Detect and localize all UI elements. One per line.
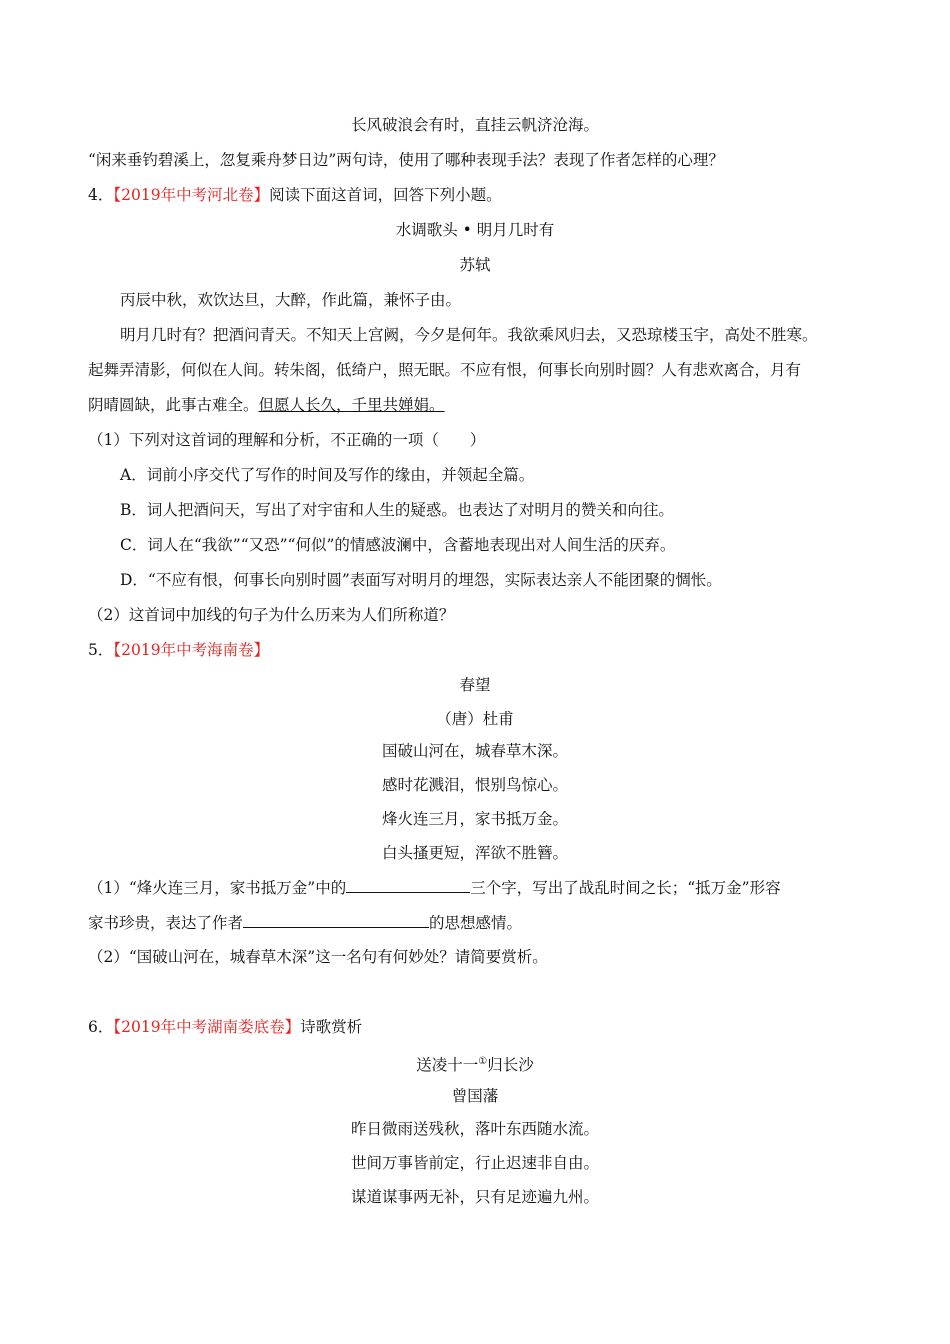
poem-line: 谋道谋事两无补，只有足迹遍九州。 [350,1188,599,1206]
question-text: 的思想感情。 [429,914,523,932]
poem-line: 白头搔更短，浑欲不胜簪。 [381,844,568,862]
question-intro: 诗歌赏析 [300,1018,363,1036]
question-number: 6． [88,1018,114,1036]
poem-text-line [88,394,445,416]
sub-question: （2）这首词中加线的句子为什么历来为人们所称道？ [88,606,455,624]
question-5-header [88,639,269,661]
poem-text-line: 明月几时有？把酒问青天。不知天上宫阙，今夕是何年。我欲乘风归去，又恐琼楼玉宇，高处不胜寒。 [120,326,818,344]
poem-title: 春望 [459,676,491,694]
question-number: 5． [88,641,114,659]
option-b: B．词人把酒问天，写出了对宇宙和人生的疑惑。也表达了对明月的赞关和向往。 [120,501,674,519]
question-text: 家书珍贵，表达了作者 [88,914,244,932]
source-tag: 【2019年中考海南卷】 [113,641,270,659]
question-text: “闲来垂钓碧溪上，忽复乘舟梦日边”两句诗，使用了哪种表现手法？表现了作者怎样的心理？ [88,151,724,169]
poem-title-text: 送凌十一 [416,1056,479,1075]
question-number: 4． [88,186,114,204]
poem-title: 水调歌头 • 明月几时有 [395,221,555,239]
option-d: D．“不应有恨，何事长向别时圆”表面写对明月的埋怨，实际表达亲人不能团聚的惆怅。 [120,571,722,589]
poem-text-line: 起舞弄清影，何似在人间。转朱阁，低绮户，照无眠。不应有恨，何事长向别时圆？人有悲欢离合，月有 [88,361,802,379]
answer-blank[interactable] [243,911,429,928]
question-6-header [88,1016,362,1038]
poem-line: 国破山河在，城春草木深。 [381,742,568,760]
source-tag: 【2019年中考湖南娄底卷】 [113,1018,301,1036]
poem-author: 曾国藩 [451,1087,499,1105]
footnote-marker: ① [478,1056,488,1067]
question-text: （1）“烽火连三月，家书抵万金”中的 [88,879,347,897]
poem-line: 烽火连三月，家书抵万金。 [381,810,568,828]
poem-line: 长风破浪会有时，直挂云帆济沧海。 [350,116,599,134]
underlined-sentence: 但愿人长久，千里共婵娟。 [258,396,445,414]
sub-question: （2）“国破山河在，城春草木深”这一名句有何妙处？请简要赏析。 [88,948,548,966]
source-tag: 【2019年中考河北卷】 [113,186,270,204]
sub-question [88,876,781,899]
poem-title-text: 归长沙 [487,1056,534,1075]
poem-line: 昨日微雨送残秋，落叶东西随水流。 [350,1120,599,1138]
poem-line: 世间万事皆前定，行止迟速非自由。 [350,1154,599,1172]
option-a: A．词前小序交代了写作的时间及写作的缘由，并领起全篇。 [120,466,535,484]
poem-line: 感时花溅泪，恨别鸟惊心。 [381,776,568,794]
poem-author: （唐）杜甫 [436,710,514,728]
option-c: C．词人在“我欲”“又恐”“何似”的情感波澜中，含蓄地表现出对人间生活的厌弃。 [120,536,676,554]
poem-preface: 丙辰中秋，欢饮达旦，大醉，作此篇，兼怀子由。 [120,291,462,309]
question-text: 三个字，写出了战乱时间之长；“抵万金”形容 [470,879,781,897]
sub-question: （1）下列对这首词的理解和分析，不正确的一项（ ） [88,431,486,449]
poem-title [0,1051,950,1076]
poem-author: 苏轼 [459,256,491,274]
question-intro: 阅读下面这首词，回答下列小题。 [269,186,502,204]
poem-text-plain: 阴晴圆缺，此事古难全。 [88,396,259,414]
answer-blank[interactable] [346,876,470,893]
sub-question-continued [88,911,522,934]
question-4-header [88,184,502,206]
